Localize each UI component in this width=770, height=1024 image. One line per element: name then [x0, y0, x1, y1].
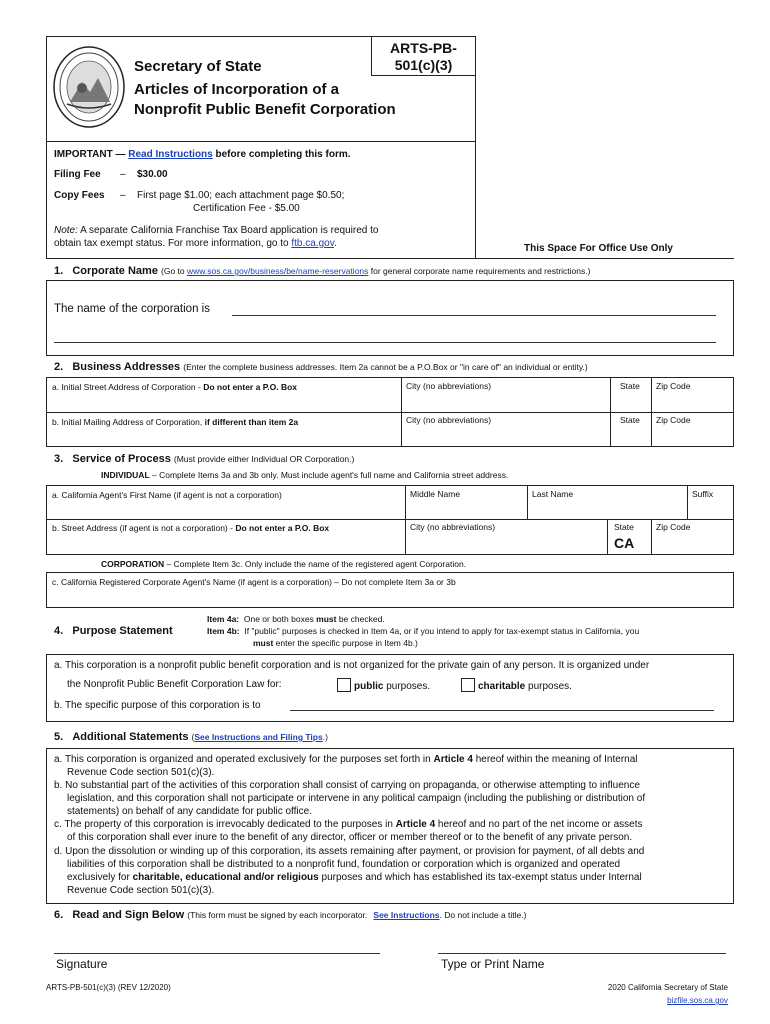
- name-reservations-link[interactable]: www.sos.ca.gov/business/be/name-reservations: [186, 266, 369, 276]
- agent-middle-name[interactable]: Middle Name: [405, 486, 464, 519]
- section-3-corp-box[interactable]: [46, 572, 734, 608]
- office-use-box: [475, 36, 734, 259]
- agent-state-value: CA: [614, 535, 635, 551]
- individual-instruction: INDIVIDUAL – Complete Items 3a and 3b only. Must include agent's full name and California street address.: [101, 470, 509, 480]
- agent-first-name-label[interactable]: a. California Agent's First Name (if agent is not a corporation): [52, 490, 282, 500]
- print-name-label: Type or Print Name: [441, 957, 545, 971]
- state-2b[interactable]: State: [610, 412, 644, 447]
- section-4-heading: 4. Purpose Statement: [54, 625, 173, 637]
- city-2b[interactable]: City (no abbreviations): [401, 412, 495, 447]
- statement-d-line4: Revenue Code section 501(c)(3).: [67, 885, 215, 896]
- agent-suffix[interactable]: Suffix: [687, 486, 717, 519]
- purpose-4a-line2: the Nonprofit Public Benefit Corporation Law for:: [67, 679, 282, 690]
- section-2-table: [46, 377, 734, 447]
- form-code-line1: ARTS-PB-: [390, 40, 457, 56]
- address-2b-label[interactable]: b. Initial Mailing Address of Corporation, if different than item 2a: [52, 417, 299, 427]
- agency-name: Secretary of State: [134, 58, 262, 75]
- address-2a-label[interactable]: a. Initial Street Address of Corporation - Do not enter a P.O. Box: [52, 382, 298, 392]
- form-title-line1: Articles of Incorporation of a: [134, 81, 340, 98]
- copy-fees-label: Copy Fees: [54, 190, 105, 201]
- signature-label: Signature: [56, 957, 108, 971]
- statement-d-line3: exclusively for charitable, educational and/or religious purposes and which has established its tax-exempt status under Internal: [67, 872, 642, 883]
- form-title-line2: Nonprofit Public Benefit Corporation: [134, 101, 396, 118]
- state-2a[interactable]: State: [610, 378, 644, 412]
- section-2-heading: 2. Business Addresses (Enter the complete business addresses. Item 2a cannot be a P.O.Box or "in care of" an individual or entity.): [54, 361, 588, 373]
- copy-fees-line2: Certification Fee - $5.00: [193, 203, 300, 214]
- read-instructions-link[interactable]: Read Instructions: [128, 149, 213, 160]
- agent-zip[interactable]: Zip Code: [651, 519, 695, 555]
- office-use-label: This Space For Office Use Only: [524, 243, 673, 254]
- section-3-agent-table: [46, 485, 734, 555]
- zip-2a[interactable]: Zip Code: [651, 378, 695, 412]
- statement-d-line1: d. Upon the dissolution or winding up of this corporation, its assets remaining after payment, or provision for payment, of all debts and: [54, 846, 645, 857]
- charitable-option: charitable purposes.: [461, 678, 572, 694]
- state-seal-icon: [52, 44, 126, 130]
- section-3-heading: 3. Service of Process (Must provide either Individual OR Corporation.): [54, 453, 355, 465]
- filing-fee-dash: –: [120, 169, 126, 180]
- statement-b-line2: legislation, and this corporation shall not participate or intervene in any political campaign (including the publishing or distribution of: [67, 793, 646, 804]
- statement-d-line2: liabilities of this corporation shall be distributed to a nonprofit fund, foundation or corporation which is organized and operated: [67, 859, 621, 870]
- section-1-box: [46, 280, 734, 356]
- specific-purpose-line[interactable]: [290, 698, 714, 711]
- zip-2b[interactable]: Zip Code: [651, 412, 695, 447]
- item-4b-note-line2: must enter the specific purpose in Item 4b.): [253, 638, 418, 648]
- corporation-name-line1[interactable]: [232, 302, 716, 316]
- corporation-name-label: The name of the corporation is: [54, 303, 210, 315]
- filing-fee-label: Filing Fee: [54, 169, 101, 180]
- public-checkbox[interactable]: [337, 678, 351, 692]
- agent-street-label[interactable]: b. Street Address (if agent is not a corporation) - Do not enter a P.O. Box: [52, 523, 330, 533]
- footer-form-id: ARTS-PB-501(c)(3) (REV 12/2020): [46, 983, 171, 992]
- statement-b-line1: b. No substantial part of the activities of this corporation shall consist of carrying on propaganda, or otherwise attempting to influence: [54, 780, 640, 791]
- print-name-line[interactable]: [438, 940, 726, 954]
- charitable-checkbox[interactable]: [461, 678, 475, 692]
- section-1-heading: 1. Corporate Name (Go to www.sos.ca.gov/business/be/name-reservations for general corporate name requirements and restrictions.): [54, 265, 591, 277]
- footer-copyright: 2020 California Secretary of State: [607, 983, 728, 992]
- statement-c-line1: c. The property of this corporation is irrevocably dedicated to the purposes in Article 4 hereof and no part of the net income or assets: [54, 819, 643, 830]
- agent-last-name[interactable]: Last Name: [527, 486, 577, 519]
- copy-fees-dash: –: [120, 190, 126, 201]
- note-line2: obtain tax exempt status. For more information, go to ftb.ca.gov.: [54, 238, 337, 249]
- agent-state[interactable]: State CA: [607, 519, 638, 555]
- footer-site-link[interactable]: bizfile.sos.ca.gov: [667, 996, 728, 1005]
- corporate-agent-label: c. California Registered Corporate Agent's Name (if agent is a corporation) – Do not complete Item 3a or 3b: [52, 577, 456, 587]
- filing-fee-value: $30.00: [137, 169, 168, 180]
- purpose-4a-line1: a. This corporation is a nonprofit public benefit corporation and is not organized for the private gain of any person. It is organized under: [54, 660, 650, 671]
- item-4a-note: Item 4a: One or both boxes must be checked.: [207, 614, 385, 624]
- specific-purpose-label: b. The specific purpose of this corporation is to: [54, 700, 261, 711]
- statement-a-line2: Revenue Code section 501(c)(3).: [67, 767, 215, 778]
- copy-fees-line1: First page $1.00; each attachment page $0.50;: [137, 190, 345, 201]
- section-5-heading: 5. Additional Statements (See Instructions and Filing Tips.): [54, 731, 328, 743]
- corporation-instruction: CORPORATION – Complete Item 3c. Only include the name of the registered agent Corporation.: [101, 559, 467, 569]
- signature-line[interactable]: [54, 940, 380, 954]
- public-option: public purposes.: [337, 678, 430, 694]
- note-line1: Note: A separate California Franchise Tax Board application is required to: [54, 225, 379, 236]
- ftb-link[interactable]: ftb.ca.gov: [291, 238, 334, 249]
- sign-instructions-link[interactable]: See Instructions: [373, 910, 440, 920]
- agent-city[interactable]: City (no abbreviations): [405, 519, 499, 555]
- statement-b-line3: statements) on behalf of any candidate for public office.: [67, 806, 312, 817]
- city-2a[interactable]: City (no abbreviations): [401, 378, 495, 412]
- corporation-name-line2[interactable]: [54, 329, 716, 343]
- important-note: IMPORTANT — Read Instructions before completing this form.: [54, 149, 351, 160]
- form-code-line2: 501(c)(3): [394, 57, 453, 73]
- statement-c-line2: of this corporation shall ever inure to the benefit of any director, officer or member thereof or to the benefit of any private person.: [67, 832, 633, 843]
- item-4b-note: Item 4b: If "public" purposes is checked in Item 4a, or if you intend to apply for tax-exempt status in California, you: [207, 626, 640, 636]
- statement-a-line1: a. This corporation is organized and operated exclusively for the purposes set forth in Article 4 hereof within the meaning of Internal: [54, 754, 638, 765]
- section-6-heading: 6. Read and Sign Below (This form must be signed by each incorporator. See Instructions. Do not include a title.): [54, 909, 527, 921]
- filing-tips-link[interactable]: See Instructions and Filing Tips: [194, 732, 323, 742]
